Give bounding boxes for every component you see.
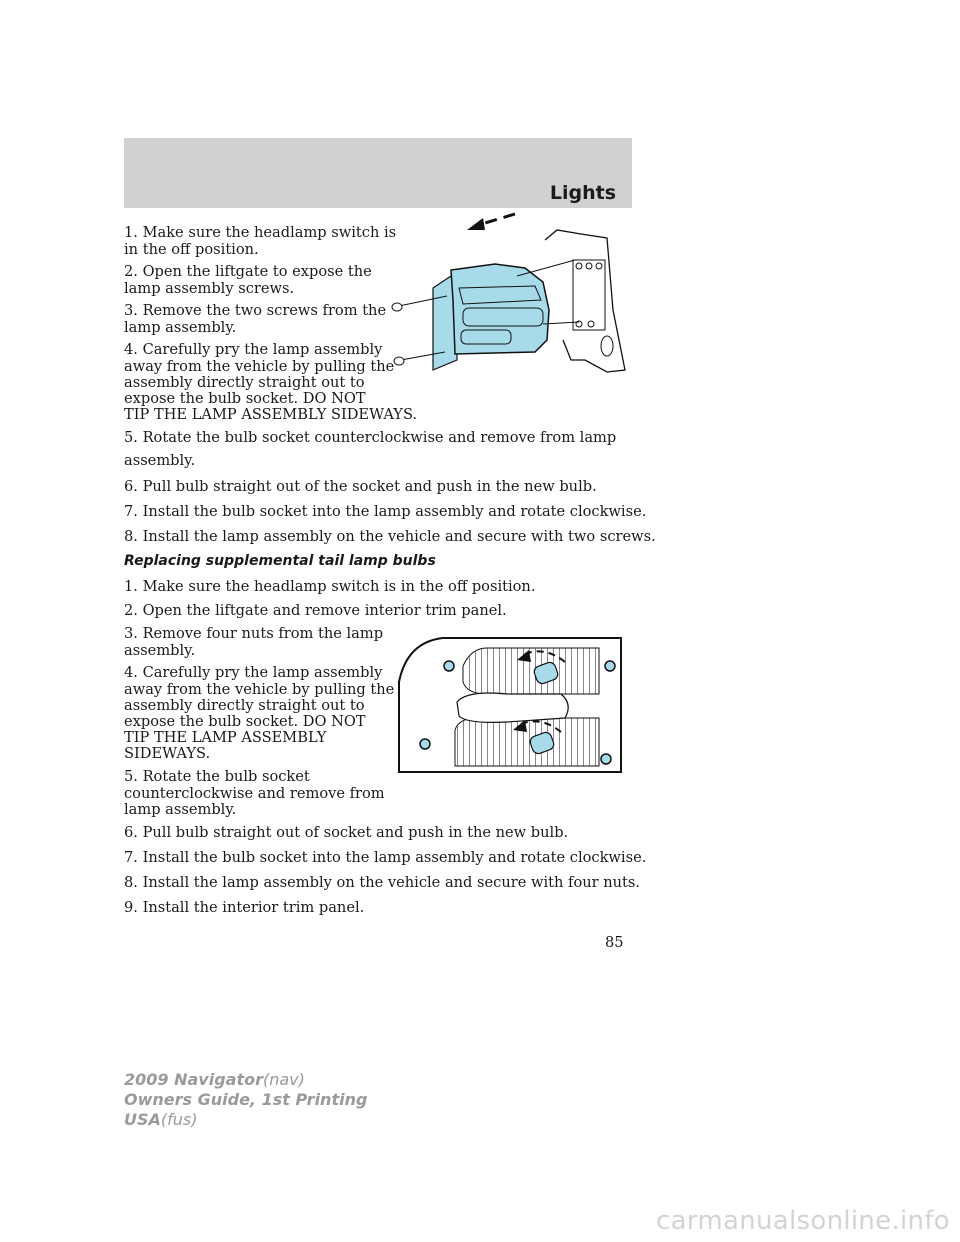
step-a-line: expose the bulb socket. DO NOT	[124, 390, 366, 407]
supplemental-lamp-illustration	[397, 632, 627, 778]
step-b-line: 3. Remove four nuts from the lamp	[124, 625, 384, 642]
step-a-line: in the off position.	[124, 241, 259, 258]
footer-model: 2009 Navigator	[124, 1070, 263, 1089]
step-b-line: away from the vehicle by pulling the	[124, 681, 395, 698]
footer-market: USA	[124, 1110, 161, 1129]
step-b-line: 5. Rotate the bulb socket	[124, 768, 310, 785]
step-b-line: TIP THE LAMP ASSEMBLY	[124, 729, 327, 746]
section-header-band	[124, 138, 632, 208]
page-number: 85	[605, 934, 624, 951]
step-a-line: assembly directly straight out to	[124, 374, 365, 391]
step-a-line: 4. Carefully pry the lamp assembly	[124, 341, 383, 358]
step-a-line: 7. Install the bulb socket into the lamp assembly and rotate clockwise.	[124, 503, 647, 520]
step-a-line: 2. Open the liftgate to expose the	[124, 263, 372, 280]
step-b-line: 6. Pull bulb straight out of socket and push in the new bulb.	[124, 824, 569, 841]
step-b-line: assembly directly straight out to	[124, 697, 365, 714]
step-b-line: 2. Open the liftgate and remove interior trim panel.	[124, 602, 507, 619]
footer-model-code: (nav)	[262, 1070, 305, 1089]
step-b-line: expose the bulb socket. DO NOT	[124, 713, 366, 730]
step-b-line: 7. Install the bulb socket into the lamp assembly and rotate clockwise.	[124, 849, 647, 866]
step-b-line: counterclockwise and remove from	[124, 785, 385, 802]
footer-market-code: (fus)	[160, 1110, 198, 1129]
step-b-line: 1. Make sure the headlamp switch is in the off position.	[124, 578, 536, 595]
step-a-line: away from the vehicle by pulling the	[124, 358, 395, 375]
subheading: Replacing supplemental tail lamp bulbs	[124, 553, 436, 569]
tail-lamp-illustration	[385, 200, 635, 400]
step-a-line: 6. Pull bulb straight out of the socket and push in the new bulb.	[124, 478, 597, 495]
step-a-line: 5. Rotate the bulb socket counterclockwise and remove from lamp	[124, 429, 617, 446]
watermark: carmanualsonline.info	[655, 1206, 950, 1236]
step-b-line: assembly.	[124, 642, 196, 659]
footer-guide: Owners Guide, 1st Printing	[124, 1090, 368, 1109]
step-a-line: lamp assembly.	[124, 319, 237, 336]
step-a-line: lamp assembly screws.	[124, 280, 295, 297]
step-a-line: assembly.	[124, 452, 196, 469]
section-title: Lights	[549, 182, 616, 204]
step-b-line: lamp assembly.	[124, 801, 237, 818]
step-b-line: 4. Carefully pry the lamp assembly	[124, 664, 383, 681]
step-a-line: 8. Install the lamp assembly on the vehicle and secure with two screws.	[124, 528, 656, 545]
step-b-line: SIDEWAYS.	[124, 745, 211, 762]
footer-info	[124, 1070, 367, 1130]
step-a-line: 1. Make sure the headlamp switch is	[124, 224, 397, 241]
step-a-line: 3. Remove the two screws from the	[124, 302, 387, 319]
step-b-line: 8. Install the lamp assembly on the vehicle and secure with four nuts.	[124, 874, 641, 891]
step-a-line: TIP THE LAMP ASSEMBLY SIDEWAYS.	[124, 406, 418, 423]
step-b-line: 9. Install the interior trim panel.	[124, 899, 365, 916]
